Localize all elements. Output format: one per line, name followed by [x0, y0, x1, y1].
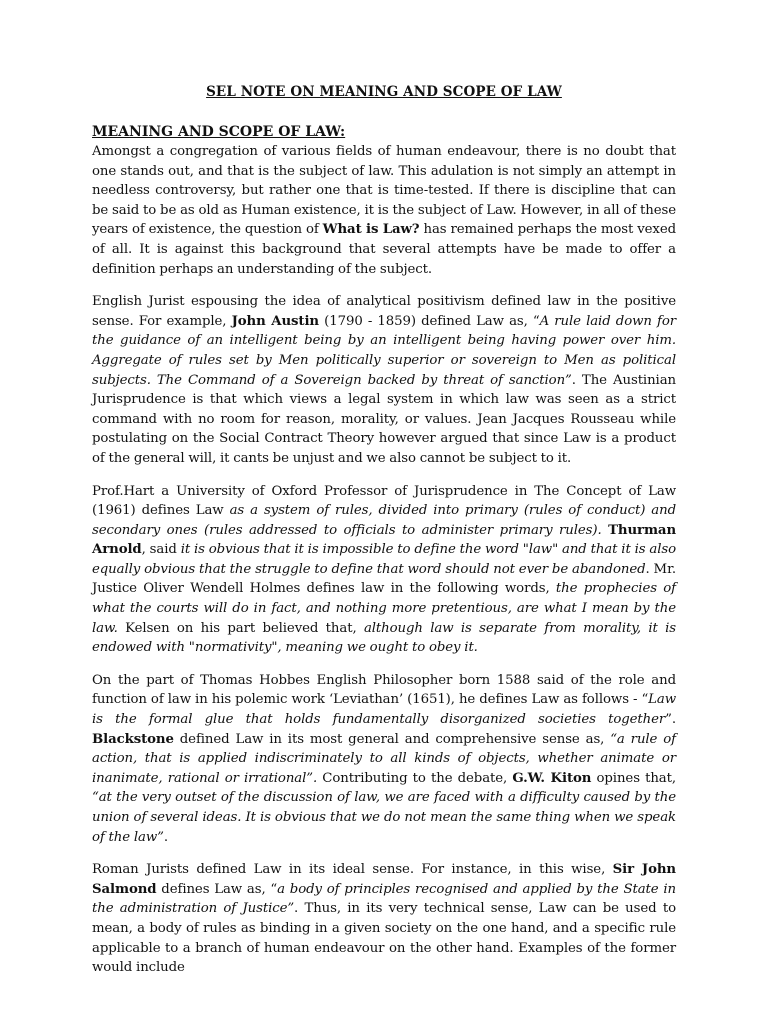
- paragraph-3: [92, 482, 676, 658]
- text-run: a body of principles recognised and applied by the State in the administration of Justice”: [92, 881, 676, 917]
- text-run: On the part of Thomas Hobbes English Philosopher born 1588 said of the role and function of law in his polemic work ‘Leviathan’ (1651), he defines Law as follows - “: [92, 672, 676, 708]
- text-run: “at the very outset of the discussion of law, we are faced with a difficulty caused by the union of several ideas. It is obvious that we do not mean the same thing when we speak of the law”: [92, 790, 676, 845]
- text-run: . Thus, in its very technical sense, Law can be used to mean, a body of rules as binding in a given society on the one hand, and a specific rule applicable to a branch of human endeavour on the other hand. Examples of the former would include: [92, 901, 676, 976]
- text-run: John Austin: [231, 313, 319, 329]
- text-run: ”.: [665, 712, 676, 728]
- text-run: Kelsen on his part believed that,: [117, 620, 364, 636]
- text-run: A rule laid down for the guidance of an intelligent being by an intelligent being having power over him. Aggregate of rules set by Men politically superior or sovereign to Men as political subjects. The Command of a Sovereign backed by threat of sanction”: [92, 313, 676, 388]
- text-run: (1790 - 1859) defined Law as, “: [319, 313, 540, 329]
- text-run: it is obvious that it is impossible to define the word "law" and that it is also equally obvious that the struggle to define that word should not ever be abandoned: [92, 542, 676, 577]
- text-run: Roman Jurists defined Law in its ideal sense. For instance, in this wise,: [92, 862, 613, 878]
- text-run: . The Austinian Jurisprudence is that which views a legal system in which law was seen as a strict command with no room for reason, morality, or values. Jean Jacques Rousseau while postulating on the Social Contract Theory however argued that since Law is a product of the general will, it cants be unjust and we also cannot be subject to it.: [92, 372, 676, 466]
- text-run: opines that,: [591, 770, 676, 786]
- text-run: Contributing to the debate,: [317, 770, 513, 786]
- text-run: What is Law?: [322, 222, 420, 238]
- text-run: Law is the formal glue that holds fundamentally disorganized societies together: [92, 692, 676, 728]
- text-run: the prophecies of what the courts will do in fact, and nothing more pretentious, are what I mean by the law.: [92, 581, 676, 636]
- text-run: G.W. Kiton: [512, 770, 592, 786]
- text-run: defines Law as, “: [156, 881, 278, 897]
- text-run: .: [163, 829, 168, 845]
- text-run: , said: [141, 542, 181, 558]
- text-run: although law is separate from morality, it is endowed with "normativity", meaning we ought to obey it.: [92, 620, 676, 656]
- text-run: Blackstone: [92, 731, 174, 747]
- text-run: Amongst a congregation of various fields of human endeavour, there is no doubt that one stands out, and that is the subject of law. This adulation is not simply an attempt in needless controversy, but rather one that is time-tested. If there is discipline that can be said to be as old as Human existence, it is the subject of Law. However, in all of these years of existence, the question of: [92, 144, 676, 238]
- paragraph-5: [92, 860, 676, 978]
- section-heading: MEANING AND SCOPE OF LAW:: [92, 124, 346, 140]
- document-title: SEL NOTE ON MEANING AND SCOPE OF LAW: [206, 84, 562, 100]
- paragraph-1: [92, 142, 676, 279]
- text-run: Prof.Hart a University of Oxford Professor of Jurisprudence in The Concept of Law (1961) defines Law: [92, 483, 676, 519]
- paragraph-4: [92, 671, 676, 847]
- text-run: has remained perhaps the most vexed of all. It is against this background that several attempts have be made to offer a definition perhaps an understanding of the subject.: [92, 222, 677, 277]
- text-run: “a rule of action, that is applied indiscriminately to all kinds of objects, whether animate or inanimate, rational or irrational”.: [92, 731, 676, 786]
- paragraph-2: [92, 292, 676, 468]
- text-run: Sir John Salmond: [92, 862, 676, 897]
- text-run: . Mr. Justice Oliver Wendell Holmes defines law in the following words,: [92, 561, 676, 597]
- text-run: Thurman Arnold: [92, 522, 677, 558]
- text-run: defined Law in its most general and comprehensive sense as,: [173, 731, 611, 747]
- text-run: as a system of rules, divided into primary (rules of conduct) and secondary ones (rules addressed to officials to administer primary rules).: [92, 503, 676, 538]
- text-run: English Jurist espousing the idea of analytical positivism defined law in the positive sense. For example,: [92, 294, 676, 329]
